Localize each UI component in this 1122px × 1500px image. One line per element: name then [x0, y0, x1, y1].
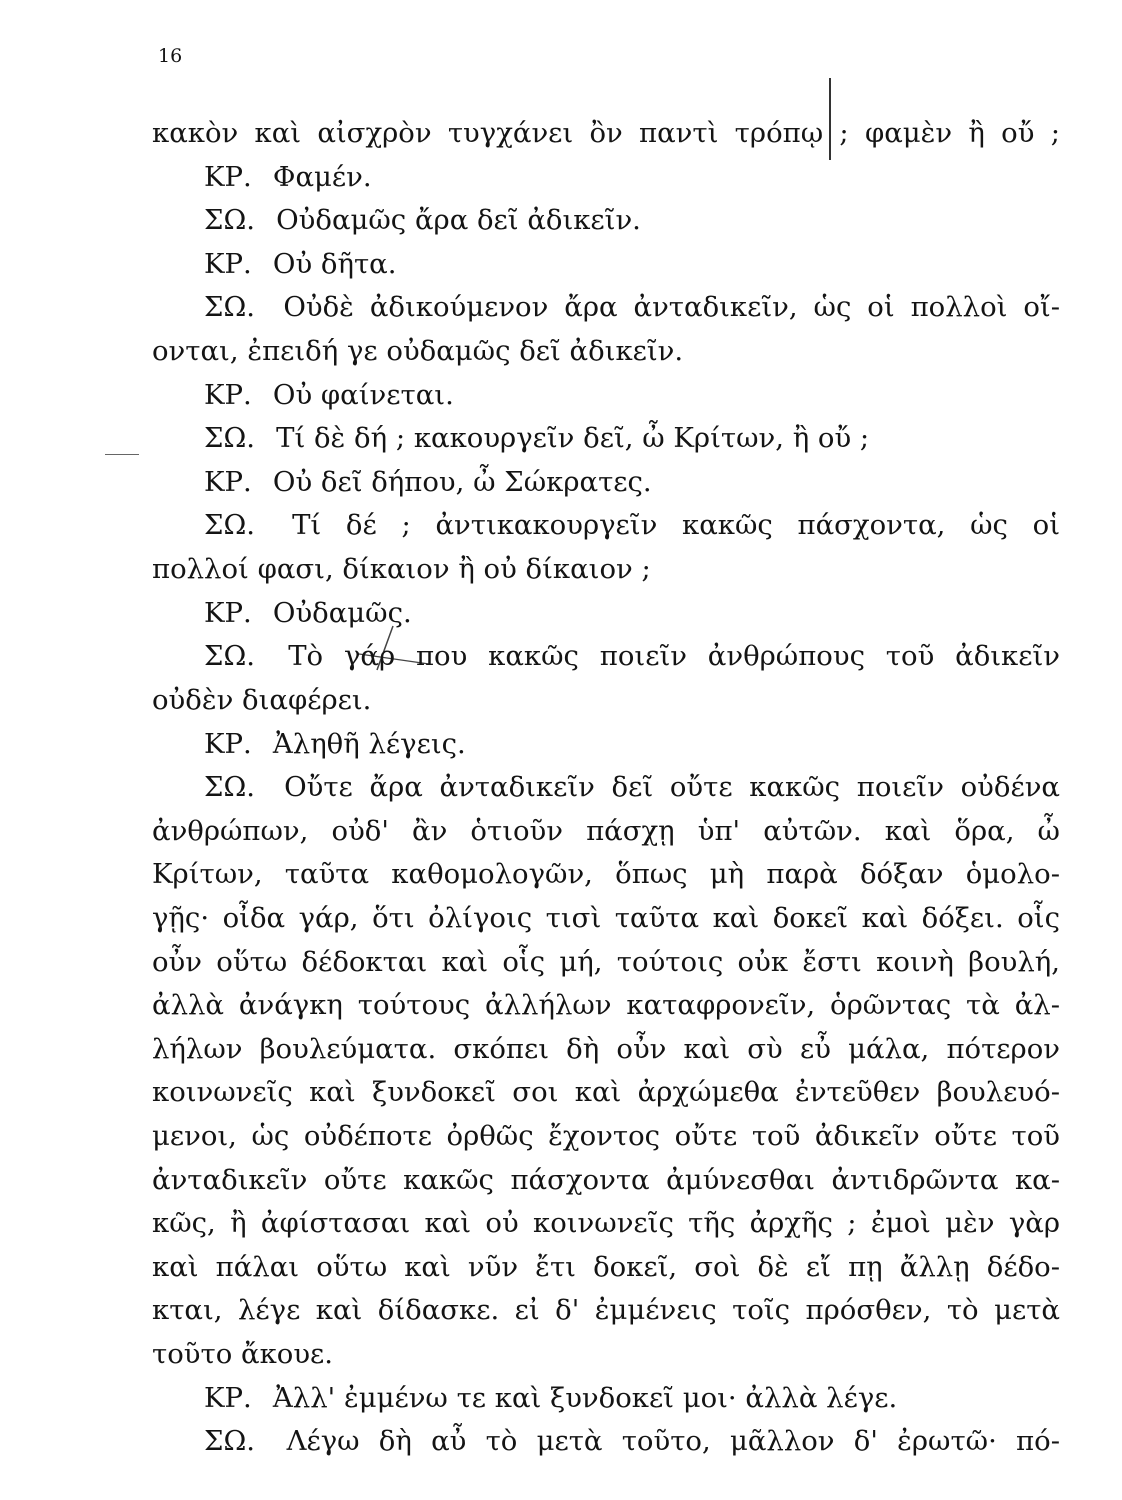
- text-line: [152, 1028, 1060, 1072]
- text-line: [152, 810, 1060, 854]
- dialogue-text: [152, 112, 1060, 1464]
- line-text: κακὸν καὶ αἰσχρὸν τυγχάνει ὂν παντὶ τρόπῳ ; φαμὲν ἢ οὔ ;: [152, 117, 1060, 149]
- text-line: [152, 330, 1060, 374]
- line-text: Οὐδαμῶς ἄρα δεῖ ἀδικεῖν.: [276, 204, 641, 237]
- speaker-label: ΣΩ.: [204, 1425, 255, 1458]
- dialogue-line: [152, 156, 1060, 200]
- line-text: Οὔτε ἄρα ἀνταδικεῖν δεῖ οὔτε κακῶς ποιεῖν οὐδένα: [284, 771, 1060, 804]
- line-text: Τί δὲ δή ; κακουργεῖν δεῖ, ὦ Κρίτων, ἢ οὔ ;: [276, 422, 870, 455]
- line-text: Οὐ δῆτα.: [272, 247, 397, 280]
- text-line: [152, 1333, 1060, 1377]
- speaker-label: ΚΡ.: [204, 727, 252, 760]
- dialogue-line: [152, 1377, 1060, 1421]
- text-line: [152, 941, 1060, 985]
- text-line: [152, 897, 1060, 941]
- dialogue-line: [152, 635, 1060, 679]
- text-line: [152, 1115, 1060, 1159]
- margin-dash-mark: [105, 454, 139, 455]
- line-text: καὶ πάλαι οὕτω καὶ νῦν ἔτι δοκεῖ, σοὶ δὲ εἴ πῃ ἄλλῃ δέδο-: [152, 1250, 1060, 1283]
- line-text: Οὐ δεῖ δήπου, ὦ Σώκρατες.: [272, 465, 652, 498]
- speaker-label: ΣΩ.: [204, 640, 255, 673]
- speaker-label: ΣΩ.: [204, 771, 255, 804]
- text-line: [152, 1159, 1060, 1203]
- line-text: οὐδὲν διαφέρει.: [152, 683, 372, 716]
- line-text: Φαμέν.: [272, 160, 372, 193]
- text-line: [152, 548, 1060, 592]
- line-text: ἀλλὰ ἀνάγκη τούτους ἀλλήλων καταφρονεῖν, ὁρῶντας τὰ ἀλ-: [152, 989, 1060, 1022]
- line-text: τοῦτο ἄκουε.: [152, 1338, 334, 1371]
- line-text: Οὐδαμῶς.: [272, 596, 412, 629]
- text-line: [152, 1071, 1060, 1115]
- dialogue-line: [152, 504, 1060, 548]
- dialogue-line: [152, 199, 1060, 243]
- line-text: Οὐ φαίνεται.: [272, 378, 454, 411]
- speaker-label: ΚΡ.: [204, 465, 252, 498]
- speaker-label: ΣΩ.: [204, 509, 255, 542]
- page-number: 16: [158, 45, 183, 67]
- dialogue-line: [152, 243, 1060, 287]
- speaker-label: ΣΩ.: [204, 291, 255, 324]
- speaker-label: ΚΡ.: [204, 247, 252, 280]
- line-text: ἀνταδικεῖν οὔτε κακῶς πάσχοντα ἀμύνεσθαι ἀντιδρῶντα κα-: [152, 1163, 1060, 1196]
- line-text: μενοι, ὡς οὐδέποτε ὀρθῶς ἔχοντος οὔτε τοῦ ἀδικεῖν οὔτε τοῦ: [152, 1120, 1060, 1153]
- text-line: [152, 112, 1060, 156]
- speaker-label: ΣΩ.: [204, 204, 255, 237]
- speaker-label: ΚΡ.: [204, 160, 252, 193]
- dialogue-line: [152, 723, 1060, 767]
- dialogue-line: [152, 592, 1060, 636]
- dialogue-line: [152, 374, 1060, 418]
- line-text: οὖν οὕτω δέδοκται καὶ οἷς μή, τούτοις οὐκ ἔστι κοινὴ βουλή,: [152, 945, 1060, 978]
- line-text: Λέγω δὴ αὖ τὸ μετὰ τοῦτο, μᾶλλον δ' ἐρωτῶ· πό-: [286, 1425, 1060, 1458]
- line-text: πολλοί φασι, δίκαιον ἢ οὐ δίκαιον ;: [152, 553, 651, 586]
- dialogue-line: [152, 461, 1060, 505]
- text-line: [152, 1289, 1060, 1333]
- speaker-label: ΣΩ.: [204, 422, 255, 455]
- text-line: [152, 1202, 1060, 1246]
- text-line: [152, 984, 1060, 1028]
- speaker-label: ΚΡ.: [204, 378, 252, 411]
- dialogue-line: [152, 766, 1060, 810]
- text-line: [152, 853, 1060, 897]
- line-text: ονται, ἐπειδή γε οὐδαμῶς δεῖ ἀδικεῖν.: [152, 335, 684, 368]
- line-text: κται, λέγε καὶ δίδασκε. εἰ δ' ἐμμένεις τοῖς πρόσθεν, τὸ μετὰ: [152, 1294, 1060, 1327]
- line-text: Ἀληθῆ λέγεις.: [272, 727, 466, 760]
- line-text: κοινωνεῖς καὶ ξυνδοκεῖ σοι καὶ ἀρχώμεθα ἐντεῦθεν βουλευό-: [152, 1076, 1060, 1109]
- line-text: Τί δέ ; ἀντικακουργεῖν κακῶς πάσχοντα, ὡς οἱ: [292, 509, 1060, 542]
- dialogue-line: [152, 286, 1060, 330]
- line-text: Τὸ γάρ που κακῶς ποιεῖν ἀνθρώπους τοῦ ἀδικεῖν: [288, 640, 1060, 673]
- text-line: [152, 1246, 1060, 1290]
- dialogue-line: [152, 417, 1060, 461]
- text-line: [152, 679, 1060, 723]
- speaker-label: ΚΡ.: [204, 1381, 252, 1414]
- line-text: γῇς· οἶδα γάρ, ὅτι ὀλίγοις τισὶ ταῦτα καὶ δοκεῖ καὶ δόξει. οἷς: [152, 901, 1060, 934]
- line-text: ἀνθρώπων, οὐδ' ἂν ὁτιοῦν πάσχῃ ὑπ' αὐτῶν. καὶ ὅρα, ὦ: [152, 814, 1060, 847]
- line-text: Κρίτων, ταῦτα καθομολογῶν, ὅπως μὴ παρὰ δόξαν ὁμολο-: [152, 858, 1060, 891]
- line-text: Ἀλλ' ἐμμένω τε καὶ ξυνδοκεῖ μοι· ἀλλὰ λέγε.: [272, 1381, 898, 1414]
- speaker-label: ΚΡ.: [204, 596, 252, 629]
- line-text: λήλων βουλεύματα. σκόπει δὴ οὖν καὶ σὺ εὖ μάλα, πότερον: [152, 1032, 1060, 1065]
- line-text: Οὐδὲ ἀδικούμενον ἄρα ἀνταδικεῖν, ὡς οἱ πολλοὶ οἴ-: [283, 291, 1060, 324]
- dialogue-line: [152, 1420, 1060, 1464]
- line-text: κῶς, ἢ ἀφίστασαι καὶ οὐ κοινωνεῖς τῆς ἀρχῆς ; ἐμοὶ μὲν γὰρ: [152, 1207, 1060, 1240]
